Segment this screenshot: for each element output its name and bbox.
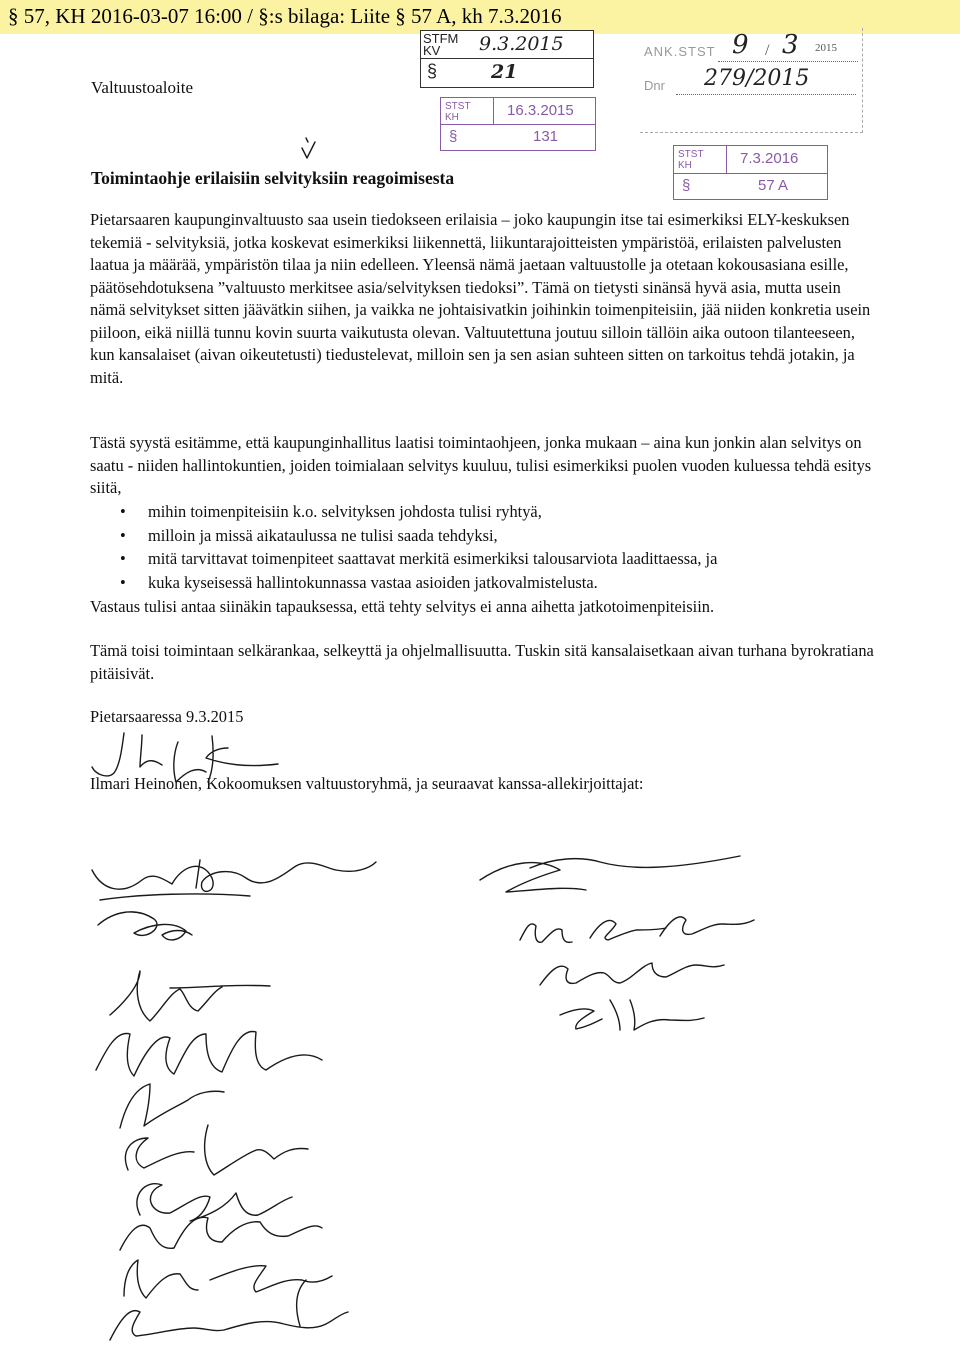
list-item: • mitä tarvittavat toimenpiteet saattavat merkitä esimerkiksi talousarviota laadittaessa, ja xyxy=(120,547,717,571)
paragraph-4: Tämä toisi toimintaan selkärankaa, selkeyttä ja ohjelmallisuutta. Tuskin sitä kansalaisetkaan aivan turhana byrokratiana pitäisivät. xyxy=(90,641,874,683)
stamp-stfm-section-label: § xyxy=(427,61,438,81)
paragraph-3: Vastaus tulisi antaa siinäkin tapauksessa, että tehty selvitys ei anna aihetta jatkotoimenpiteisiin. xyxy=(90,597,715,616)
stamp-kh-2015-section-label: § xyxy=(449,128,458,145)
signature-8 xyxy=(120,1217,322,1250)
stamp-kh-2015-date: 16.3.2015 xyxy=(507,102,574,119)
stamp-ank-month: 3 xyxy=(782,30,799,60)
document-type: Valtuustoaloite xyxy=(91,78,193,97)
signature-14 xyxy=(560,1000,704,1030)
signature-9 xyxy=(124,1260,332,1298)
stamp-kh-2016-label-top: STST xyxy=(678,149,704,160)
stamp-ank-sep1: / xyxy=(765,42,770,59)
list-item: • kuka kyseisessä hallintokunnassa vastaa asioiden jatkovalmistelusta. xyxy=(120,571,717,595)
signature-3 xyxy=(110,971,270,1021)
stamp-ank-dnr: 279/2015 xyxy=(704,66,810,91)
stamp-kh-2015-section-no: 131 xyxy=(533,128,559,145)
stamp-ank-day: 9 xyxy=(732,30,749,60)
signature-1 xyxy=(92,860,376,891)
paragraph-1: Pietarsaaren kaupunginvaltuusto saa usein tiedokseen erilaisia – joko kaupungin itse tai esimerkiksi ELY-keskuksen tekemiä - selvityksiä, jotka koskevat esimerkiksi liikennettä, liikuntarajoitteisten ympäristöä, erilaisten palvelusten laatua ja määrää, ympäristön tilaa ja niin edelleen. Yleensä nämä jaetaan valtuustolle ja otetaan kokousasiana esille, päätösehdotuksena ”valtuusto merkitsee asia/selvityksen tiedoksi”. Tämä on tietysti sinänsä hyvä asia, mutta usein nämä selvitykset sitten jäävätkin siihen, ja vaikka ne johtaisivatkin joihinkin toimenpiteisiin, jää niiden konkretia usein piiloon, eikä niillä tunnu kovin suurta vaikutusta olevan. Valtuutettuna joutuu silloin tällöin aika outoon tilanteeseen, kun kansalaiset (aivan oikeutetusti) tiedustelevat, milloin sen ja sen asian suhteen sitten on tarkoitus tehdä jotakin, ja mitä. xyxy=(90,210,871,387)
stamp-kh-2016-section-no: 57 A xyxy=(758,177,789,194)
signature-10 xyxy=(110,1280,348,1340)
stamp-kh-2015-label-bottom: KH xyxy=(445,112,459,123)
document-heading: Toimintaohje erilaisiin selvityksiin reagoimisesta xyxy=(91,168,455,188)
stamp-ank-year: 2015 xyxy=(815,42,837,54)
stamp-kh-2015-label-top: STST xyxy=(445,101,471,112)
signature-11 xyxy=(480,856,740,892)
checkmark-mark xyxy=(302,138,315,158)
place-date: Pietarsaaressa 9.3.2015 xyxy=(90,707,244,726)
stamp-stfm-date: 9.3.2015 xyxy=(479,33,564,55)
banner-text: § 57, KH 2016-03-07 16:00 / §:s bilaga: Liite § 57 A, kh 7.3.2016 xyxy=(8,4,562,28)
signature-5 xyxy=(120,1084,224,1128)
stamp-ank-label: ANK.STST xyxy=(644,44,716,59)
signature-2 xyxy=(98,894,250,940)
signature-12 xyxy=(520,917,754,943)
signature-13 xyxy=(540,963,724,985)
signature-4 xyxy=(96,1031,322,1076)
list-item: • mihin toimenpiteisiin k.o. selvityksen johdosta tulisi ryhtyä, xyxy=(120,500,717,524)
stamp-stfm-label: STFM KV xyxy=(423,31,459,58)
stamp-kh-2016-label-bottom: KH xyxy=(678,160,692,171)
stamp-kh-2016-date: 7.3.2016 xyxy=(740,150,799,167)
signatory-line: Ilmari Heinonen, Kokoomuksen valtuustoryhmä, ja seuraavat kanssa-allekirjoittajat: xyxy=(90,774,644,793)
paragraph-2: Tästä syystä esitämme, että kaupunginhallitus laatisi toimintaohjeen, jonka mukaan – aina kun jonkin alan selvitys on saatu - niiden hallintokuntien, joiden toimialaan selvitys kuuluu, tulisi esimerkiksi puolen vuoden kuluessa tehdä esitys siitä, xyxy=(90,433,872,497)
signature-main xyxy=(92,733,278,782)
stamp-ank-dnr-label: Dnr xyxy=(644,78,665,93)
stamp-stfm-section-no: 21 xyxy=(491,61,518,83)
signature-6 xyxy=(125,1125,308,1175)
signature-7 xyxy=(137,1184,292,1221)
stamp-kh-2016-section-label: § xyxy=(682,177,691,194)
list-item: • milloin ja missä aikataulussa ne tulisi saada tehdyksi, xyxy=(120,524,717,548)
